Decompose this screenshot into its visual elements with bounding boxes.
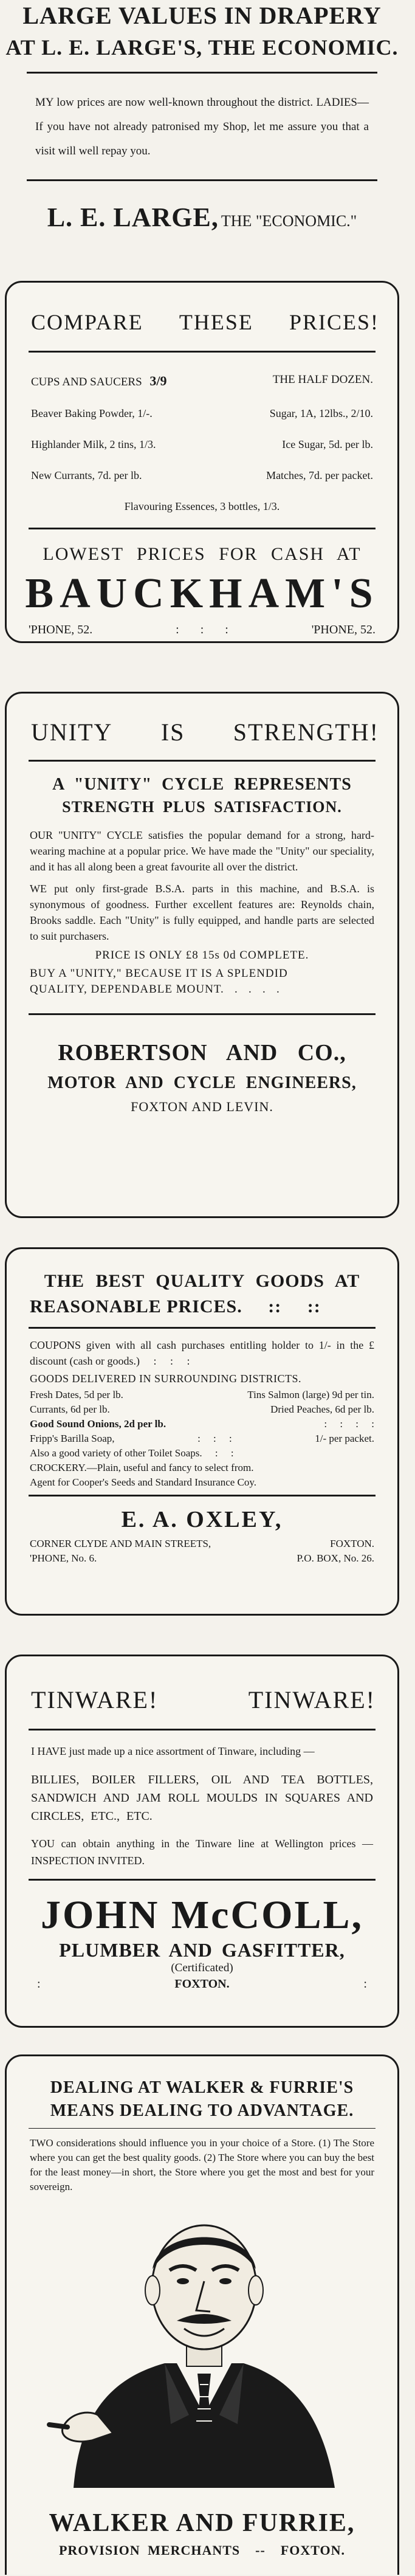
gentleman-illustration xyxy=(7,2214,401,2488)
ad4-delivered: GOODS DELIVERED IN SURROUNDING DISTRICTS. xyxy=(30,1372,301,1385)
ad5-colon-right: : xyxy=(363,1977,367,1991)
ad5-title-right: TINWARE! xyxy=(248,1686,376,1713)
ad2-phone-row xyxy=(29,623,376,637)
ad3-subhead-1: A "UNITY" CYCLE REPRESENTS xyxy=(52,775,352,794)
ad6-title-1: DEALING AT WALKER & FURRIE'S xyxy=(50,2078,354,2097)
ad1-signature xyxy=(5,202,399,233)
ad1-signature-tag: THE "ECONOMIC." xyxy=(221,212,357,230)
ad4-line-3 xyxy=(30,1418,374,1430)
ad6-sub: PROVISION MERCHANTS -- FOXTON. xyxy=(58,2543,346,2558)
ad2-line2-right: Sugar, 1A, 12lbs., 2/10. xyxy=(269,407,373,419)
ad4-town: FOXTON. xyxy=(330,1538,374,1549)
ad5-trade: PLUMBER AND GASFITTER, xyxy=(59,1939,345,1961)
ad2-phone-left: 'PHONE, 52. xyxy=(29,623,93,636)
ad2-title-word-1: COMPARE xyxy=(31,310,143,334)
ad3-firm-location: FOXTON AND LEVIN. xyxy=(131,1099,273,1114)
ad2-title xyxy=(31,309,379,335)
ad-walker-and-furrie xyxy=(5,2054,399,2575)
ad3-price-line: PRICE IS ONLY £8 15s 0d COMPLETE. xyxy=(95,949,309,962)
ad2-line1-price: 3/9 xyxy=(149,373,167,388)
ad5-name: JOHN McCOLL, xyxy=(41,1893,363,1937)
ad4-l4-mid: : : : xyxy=(197,1433,232,1444)
ad2-line-1 xyxy=(31,373,373,389)
ad4-address-row xyxy=(30,1538,374,1550)
ad4-l4-right: 1/- per packet. xyxy=(315,1433,374,1444)
ad2-line4-left: New Currants, 7d. per lb. xyxy=(31,469,142,481)
ad4-title-1: THE BEST QUALITY GOODS AT xyxy=(44,1271,360,1291)
ad2-line2-left: Beaver Baking Powder, 1/-. xyxy=(31,407,153,419)
ad5-certificated: (Certificated) xyxy=(171,1961,233,1974)
ad2-line-5: Flavouring Essences, 3 bottles, 1/3. xyxy=(124,500,280,512)
ad2-title-word-2: THESE xyxy=(179,310,253,334)
ad-john-mccoll-tinware xyxy=(5,1655,399,2028)
ad3-subhead-2: STRENGTH PLUS SATISFACTION. xyxy=(62,798,342,816)
ad5-title-left: TINWARE! xyxy=(31,1686,159,1713)
ad1-signature-name: L. E. LARGE, xyxy=(47,202,219,232)
ad2-line-2 xyxy=(31,407,373,420)
ad2-store-name: BAUCKHAM'S xyxy=(25,570,379,617)
ad3-firm-name: ROBERTSON AND CO., xyxy=(58,1040,346,1066)
ad6-title-2: MEANS DEALING TO ADVANTAGE. xyxy=(50,2101,354,2120)
ad2-line1-right: THE HALF DOZEN. xyxy=(272,373,373,386)
ad2-line1-left: CUPS AND SAUCERS xyxy=(31,376,142,388)
ad4-title-2: REASONABLE PRICES. :: :: xyxy=(30,1297,321,1317)
ad-large-drapery xyxy=(5,0,399,255)
ad5-para-3: YOU can obtain anything in the Tinware line at Wellington prices — INSPECTION INVITED. xyxy=(31,1837,373,1867)
ad4-line-2 xyxy=(30,1403,374,1416)
ad4-line-5: Also a good variety of other Toilet Soaps. : : xyxy=(30,1447,234,1459)
ad4-l2-right: Dried Peaches, 6d per lb. xyxy=(270,1403,374,1415)
ad4-line-1 xyxy=(30,1389,374,1401)
ad4-line-4 xyxy=(30,1433,374,1445)
ad4-coupons: COUPONS given with all cash purchases entitling holder to 1/- in the £ discount (cash or goods.) : : : xyxy=(30,1339,377,1367)
ad4-l1-left: Fresh Dates, 5d per lb. xyxy=(30,1389,123,1400)
ad3-title-word-3: STRENGTH! xyxy=(233,718,379,746)
ad4-l3-right: : : : : xyxy=(324,1418,374,1430)
ad3-title xyxy=(31,718,379,746)
ad3-title-word-1: UNITY xyxy=(31,718,113,746)
ad4-line-6: CROCKERY.—Plain, useful and fancy to select from. xyxy=(30,1462,254,1473)
ad4-l1-right: Tins Salmon (large) 9d per tin. xyxy=(247,1389,374,1400)
ad6-para: TWO considerations should influence you in your choice of a Store. (1) The Store where you can get the best quality goods. (2) The Store where you can buy the best for the least money—in short, the Store where you get the most and best for your sovereign. xyxy=(30,2137,374,2192)
ad2-line3-right: Ice Sugar, 5d. per lb. xyxy=(282,438,373,450)
ad3-firm-sub: MOTOR AND CYCLE ENGINEERS, xyxy=(47,1073,357,1092)
ad4-l2-left: Currants, 6d per lb. xyxy=(30,1403,110,1415)
ad2-colons: : : : xyxy=(176,623,228,636)
ad3-buy-line-1: BUY A "UNITY," BECAUSE IT IS A SPLENDID xyxy=(30,967,288,980)
ad2-line-4 xyxy=(31,469,373,482)
ad2-phone-right: 'PHONE, 52. xyxy=(311,623,376,636)
ad2-line3-left: Highlander Milk, 2 tins, 1/3. xyxy=(31,438,156,450)
ad3-title-word-2: IS xyxy=(160,718,185,746)
ad5-para-2: BILLIES, BOILER FILLERS, OIL AND TEA BOTTLES, SANDWICH AND JAM ROLL MOULDS IN SQUARES AND CIRCLES, ETC., ETC. xyxy=(31,1773,373,1823)
ad3-para-1: OUR "UNITY" CYCLE satisfies the popular demand for a strong, hard-wearing machine at a popular price. We have made the "Unity" our speciality, and it has all along been a great favourite all over the district. xyxy=(30,829,374,873)
ad2-line4-right: Matches, 7d. per packet. xyxy=(266,469,373,481)
ad1-body: MY low prices are now well-known throughout the district. LADIES—If you have not already patronised my Shop, let me assure you that a visit will well repay you. xyxy=(35,96,369,157)
ad5-title xyxy=(31,1686,376,1714)
ad3-para-2: WE put only first-grade B.S.A. parts in this machine, and B.S.A. is synonymous of goodness. Further excellent features are: Reynolds chain, Brooks saddle. Each "Unity" is fully equipped, and handle parts are selected to suit purchasers. xyxy=(30,883,374,942)
ad1-headline-1: LARGE VALUES IN DRAPERY xyxy=(22,2,382,29)
ad2-slogan: LOWEST PRICES FOR CASH AT xyxy=(43,544,362,564)
ad4-l3-left: Good Sound Onions, 2d per lb. xyxy=(30,1418,166,1430)
ad1-headline-2: AT L. E. LARGE'S, THE ECONOMIC. xyxy=(5,35,399,60)
ad4-phone: 'PHONE, No. 6. xyxy=(30,1552,97,1564)
ad-robertson-unity-cycle xyxy=(5,692,399,1218)
ad5-location: FOXTON. xyxy=(174,1977,230,1991)
ad4-address: CORNER CLYDE AND MAIN STREETS, xyxy=(30,1538,211,1549)
ad2-title-word-3: PRICES! xyxy=(289,310,379,334)
ad4-contact-row xyxy=(30,1552,374,1565)
ad6-name: WALKER AND FURRIE, xyxy=(49,2509,355,2537)
ad5-location-row xyxy=(37,1977,367,1991)
ad4-line-7: Agent for Cooper's Seeds and Standard Insurance Coy. xyxy=(30,1476,257,1488)
ad3-buy-line-2: QUALITY, DEPENDABLE MOUNT. . . . . xyxy=(30,983,280,996)
ad-bauckhams xyxy=(5,281,399,643)
ad5-colon-left: : xyxy=(37,1977,41,1991)
ad5-para-1: I HAVE just made up a nice assortment of Tinware, including — xyxy=(31,1745,315,1757)
ad4-l4-left: Fripp's Barilla Soap, xyxy=(30,1433,115,1444)
ad4-po-box: P.O. BOX, No. 26. xyxy=(297,1552,374,1564)
ad4-name: E. A. OXLEY, xyxy=(121,1507,283,1532)
ad2-line-3 xyxy=(31,438,373,451)
ad-oxley-grocer xyxy=(5,1247,399,1616)
